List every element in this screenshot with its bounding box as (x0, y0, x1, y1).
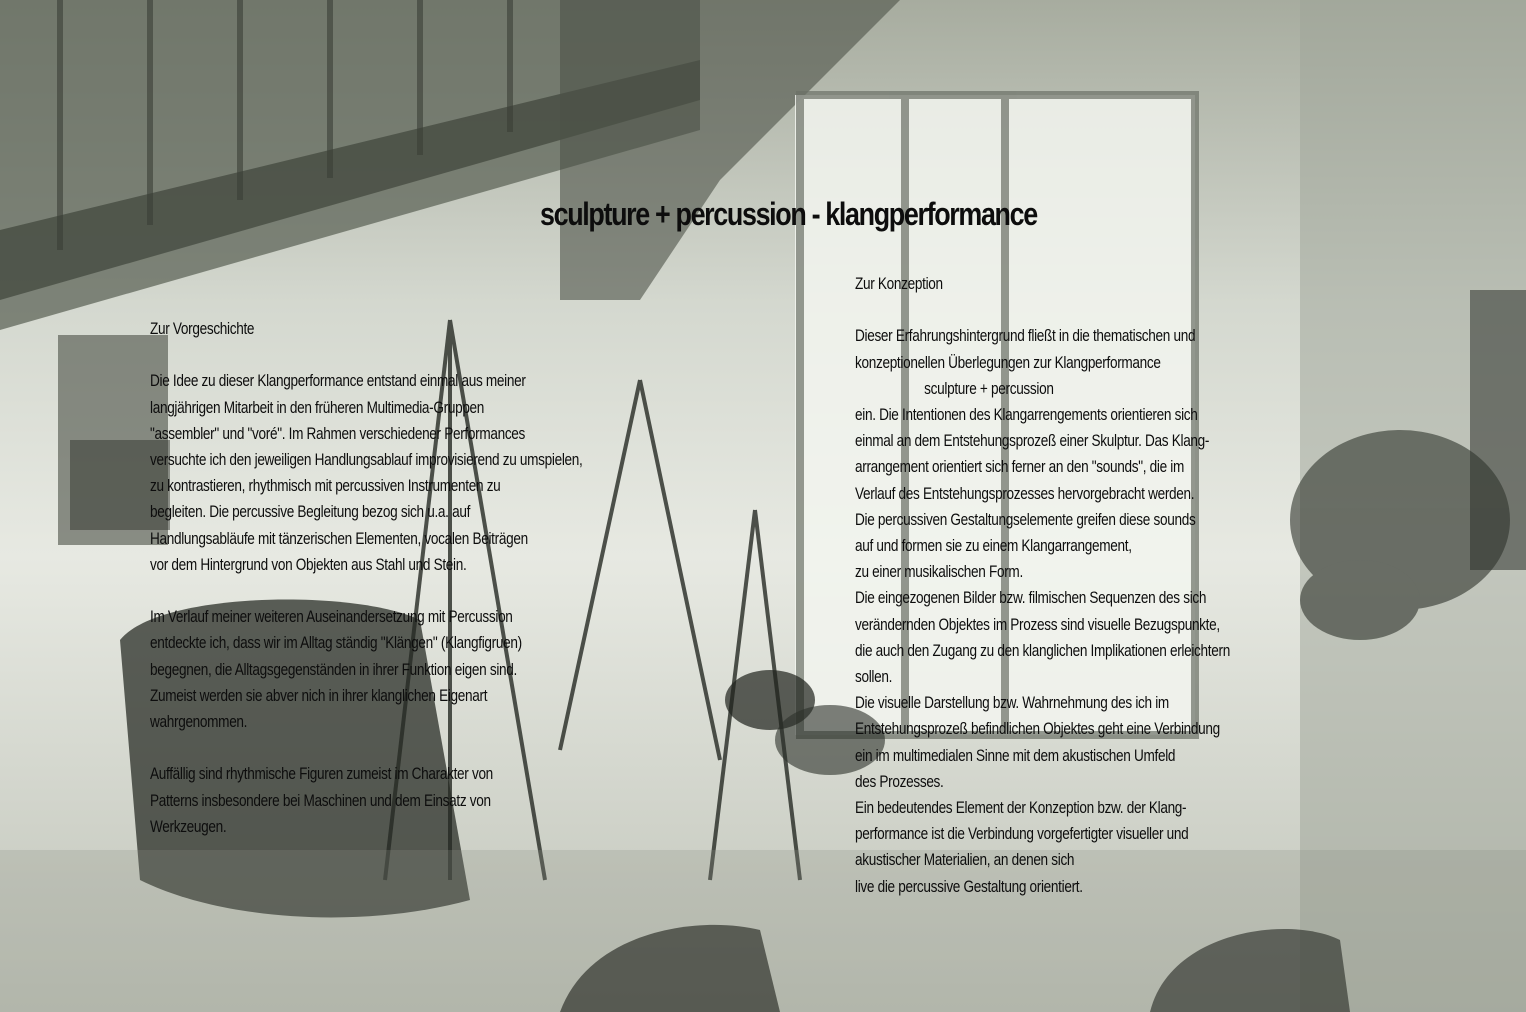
text-line: sculpture + percussion (855, 378, 1054, 398)
text-line: langjährigen Mitarbeit in den früheren Multimedia-Gruppen (150, 397, 485, 417)
text-line: Verlauf des Entstehungsprozesses hervorgebracht werden. (855, 483, 1195, 503)
text-line: konzeptionellen Überlegungen zur Klangperformance (855, 352, 1161, 372)
text-line: Handlungsabläufe mit tänzerischen Elementen, vocalen Beiträgen (150, 528, 528, 548)
text-line: Zumeist werden sie abver nich in ihrer klanglichen Eigenart (150, 685, 488, 705)
section-heading-konzeption: Zur Konzeption (855, 274, 943, 293)
text-line: akustischer Materialien, an denen sich (855, 850, 1075, 870)
text-line: Auffällig sind rhythmische Figuren zumeist im Charakter von (150, 764, 493, 784)
text-line: begegnen, die Alltagsgegenständen in ihrer Funktion eigen sind. (150, 659, 517, 679)
text-line: zu einer musikalischen Form. (855, 562, 1023, 582)
blank-line (150, 342, 583, 368)
text-line: ein im multimedialen Sinne mit dem akustischen Umfeld (855, 745, 1176, 765)
blank-line (855, 297, 1230, 323)
text-line: Die eingezogenen Bilder bzw. filmischen Sequenzen des sich (855, 588, 1207, 608)
text-line: vor dem Hintergrund von Objekten aus Stahl und Stein. (150, 554, 467, 574)
text-line: Patterns insbesondere bei Maschinen und dem Einsatz von (150, 790, 491, 810)
text-line: Die Idee zu dieser Klangperformance entstand einmal aus meiner (150, 371, 526, 391)
text-line: Werkzeugen. (150, 816, 227, 836)
text-line: "assembler" und "voré". Im Rahmen verschiedener Performances (150, 423, 526, 443)
text-line: versuchte ich den jeweiligen Handlungsablauf improvisierend zu umspielen, (150, 450, 583, 469)
text-line: performance ist die Verbindung vorgefertigter visueller und (855, 824, 1189, 844)
right-column-text (855, 271, 1230, 900)
text-line: des Prozesses. (855, 771, 944, 791)
text-line: Im Verlauf meiner weiteren Auseinandersetzung mit Percussion (150, 607, 513, 627)
text-line: entdeckte ich, dass wir im Alltag ständig "Klängen" (Klangfigruen) (150, 633, 522, 653)
text-line: ein. Die Intentionen des Klangarrengements orientieren sich (855, 405, 1198, 424)
left-column-text (150, 316, 583, 840)
text-line: sollen. (855, 667, 893, 687)
text-line: auf und formen sie zu einem Klangarrangement, (855, 536, 1132, 556)
text-line (150, 735, 583, 761)
text-line: Dieser Erfahrungshintergrund fließt in die thematischen und (855, 326, 1196, 346)
text-line: Die percussiven Gestaltungselemente greifen diese sounds (855, 509, 1196, 529)
text-line: begleiten. Die percussive Begleitung bezog sich u.a. auf (150, 502, 471, 522)
text-line: wahrgenommen. (150, 712, 248, 732)
section-heading-vorgeschichte: Zur Vorgeschichte (150, 319, 255, 338)
page-title: sculpture + percussion - klangperformance (540, 196, 1037, 232)
text-line: Entstehungsprozeß befindlichen Objektes geht eine Verbindung (855, 719, 1220, 739)
text-line: Die visuelle Darstellung bzw. Wahrnehmung des ich im (855, 693, 1169, 713)
text-line: arrangement orientiert sich ferner an den "sounds", die im (855, 457, 1185, 477)
text-line: verändernden Objektes im Prozess sind visuelle Bezugspunkte, (855, 614, 1220, 634)
text-line: zu kontrastieren, rhythmisch mit percussiven Instrumenten zu (150, 476, 501, 496)
text-line: einmal an dem Entstehungsprozeß einer Skulptur. Das Klang- (855, 431, 1210, 451)
text-line: Ein bedeutendes Element der Konzeption bzw. der Klang- (855, 798, 1187, 818)
text-line: die auch den Zugang zu den klanglichen Implikationen erleichtern (855, 640, 1230, 660)
text-line (150, 578, 583, 604)
text-line: live die percussive Gestaltung orientiert. (855, 876, 1083, 896)
